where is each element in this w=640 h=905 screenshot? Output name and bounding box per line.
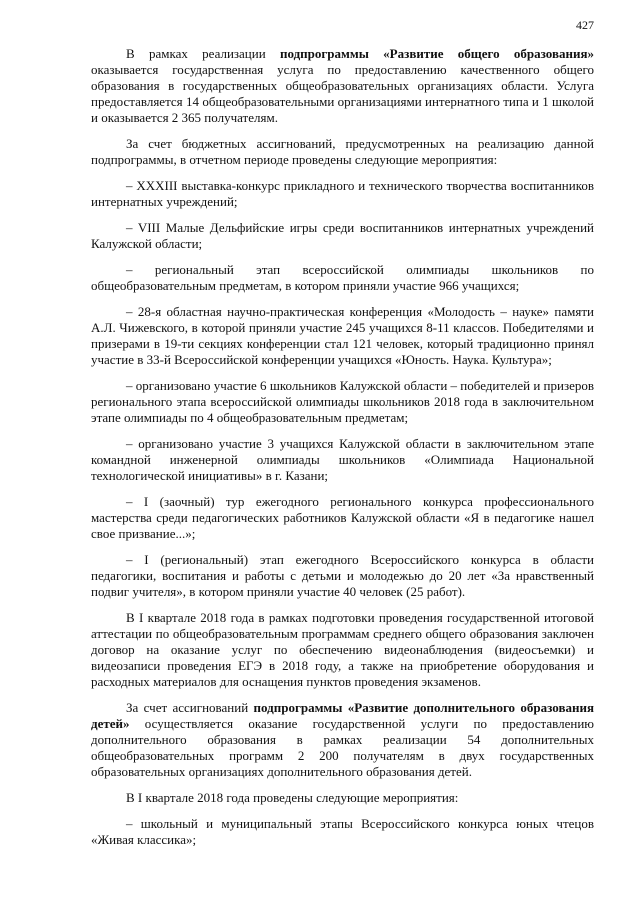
subprogram-title-additional-education: подпрограммы «Развитие дополнительного образования детей» (91, 700, 594, 731)
list-item-delphic-games: – VIII Малые Дельфийские игры среди воспитанников интернатных учреждений Калужской области; (91, 220, 594, 251)
list-item-exhibition-contest: – XXXIII выставка-конкурс прикладного и технического творчества воспитанников интернатных учреждений; (91, 178, 594, 209)
page-number: 427 (576, 18, 594, 32)
list-item-engineering-olympiad: – организовано участие 3 учащихся Калужской области в заключительном этапе командной инженерной олимпиады школьников «Олимпиада Национальной технологической инициативы» в г. Казани; (91, 436, 594, 483)
paragraph-additional-education-subprogram: За счет ассигнований подпрограммы «Развитие дополнительного образования детей» осуществляется оказание государственной услуги по предоставлению дополнительного образования в рамках реализации 54 дополнительных общеобразовательных программ 2 200 получателям в двух государственных образовательных организациях дополнительного образования детей. (91, 700, 594, 779)
paragraph-q1-activities-intro: В I квартале 2018 года проведены следующие мероприятия: (126, 790, 459, 805)
list-item-chizhevsky-conference: – 28-я областная научно-практическая конференция «Молодость – науке» памяти А.Л. Чижевского, в которой приняли участие 245 учащихся 8-11 классов. Победителями и призерами в 19-ти секциях конференции стал 121 человек, который традиционно принял участие в 33-й Всероссийской конференции учащихся «Юность. Наука. Культура»; (91, 304, 594, 367)
list-item-moral-feat-contest: – I (региональный) этап ежегодного Всероссийского конкурса в области педагогики, воспитания и работы с детьми и молодежью до 20 лет «За нравственный подвиг учителя», в котором приняли участие 40 человек (25 работ). (91, 552, 594, 599)
subprogram-title-general-education: подпрограммы «Развитие общего образования» (279, 46, 595, 61)
paragraph-exam-preparation: В I квартале 2018 года в рамках подготовки проведения государственной итоговой аттестации по общеобразовательным программам среднего общего образования заключен договор на оказание услуг по обеспечению видеонаблюдения (видеосъемки) и видеозаписи проведения ЕГЭ в 2018 году, а также на приобретение оборудования и расходных материалов для оснащения пунктов проведения экзаменов. (91, 610, 594, 689)
paragraph-general-education-subprogram: В рамках реализации подпрограммы «Развитие общего образования» оказывается государственная услуга по предоставлению качественного общего образования в государственных общеобразовательных организациях области. Услуга предоставляется 14 общеобразовательными организациями интернатного типа и 1 школой и оказывается 2 365 получателям. (91, 46, 595, 125)
list-item-final-olympiad-participation: – организовано участие 6 школьников Калужской области – победителей и призеров регионального этапа всероссийской олимпиады школьников 2018 года в заключительном этапе олимпиады по 4 общеобразовательным предметам; (91, 378, 594, 425)
paragraph-budget-activities-intro: За счет бюджетных ассигнований, предусмотренных на реализацию данной подпрограммы, в отчетном периоде проведены следующие мероприятия: (91, 136, 594, 167)
list-item-regional-olympiad: – региональный этап всероссийской олимпиады школьников по общеобразовательным предметам, в котором приняли участие 966 учащихся; (91, 262, 594, 293)
list-item-teacher-contest: – I (заочный) тур ежегодного регионального конкурса профессионального мастерства среди педагогических работников Калужской области «Я в педагогике нашел свое призвание...»; (91, 494, 594, 541)
list-item-living-classics: – школьный и муниципальный этапы Всероссийского конкурса юных чтецов «Живая классика»; (91, 816, 594, 847)
document-body (91, 46, 594, 858)
